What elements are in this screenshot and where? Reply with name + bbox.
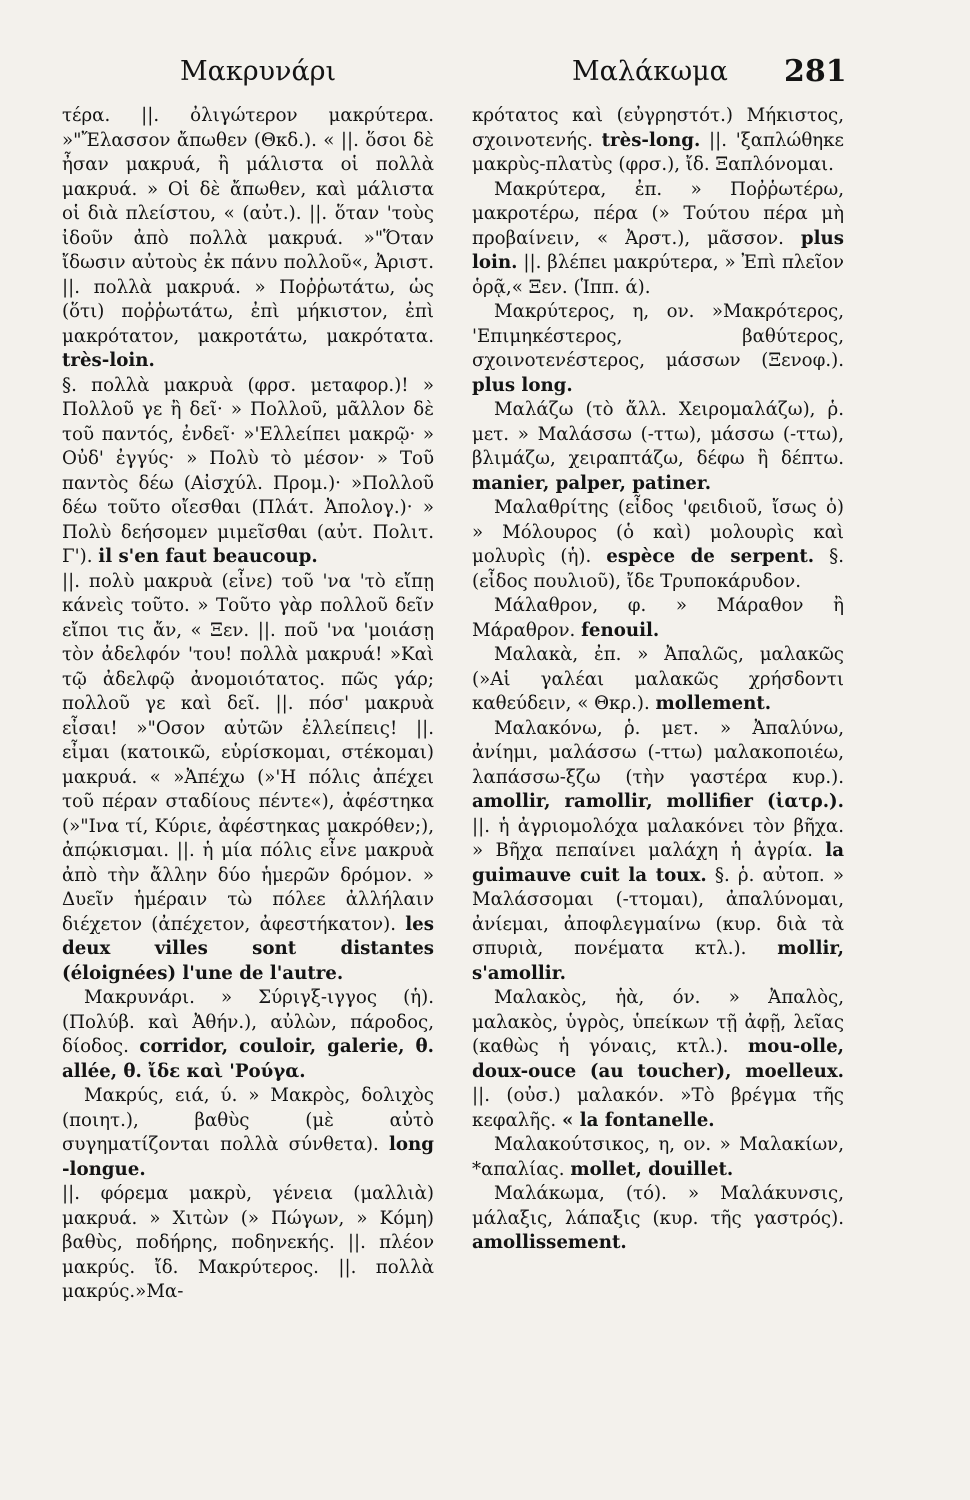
- entry-block: [62, 570, 434, 987]
- french-gloss: amollir, ramollir, mollifier (ἰατρ.).: [472, 791, 844, 812]
- entry-block: [62, 1182, 434, 1305]
- greek-text: Μακρύτερα, ἐπ. » Ποῤῥωτέρω, μακροτέρω, πέρα (» Τούτου πέρα μὴ προβαίνειν, « Ἀρστ.), μᾶσσον.: [472, 178, 844, 249]
- greek-text: ||. πολὺ μακρυὰ (εἶνε) τοῦ 'να 'τὸ εἴπῃ κάνεὶς τοῦτο. » Τοῦτο γὰρ πολλοῦ δεῖν εἴποι τις ἄν, « Ξεν. ||. ποῦ 'να 'μοιάσῃ τὸν ἀδελφόν 'του! πολλὰ μακρυά! »Καὶ τῷ ἀδελφῷ ἀνομοιότατος. πῶς γάρ; πολλοῦ γε καὶ δεῖ. ||. πόσ' μακρυὰ εἶσαι! »"Οσον αὐτῶν ἐλλείπεις! ||. εἶμαι (κατοικῶ, εὑρίσκομαι, στέκομαι) μακρυά. « »Ἀπέχω (»'Η πόλις ἀπέχει τοῦ πέραν σταδίους πέντε«), ἀφέστηκα (»"Ινα τί, Κύριε, ἀφέστηκας μακρόθεν;), ἀπῴκισμαι. ||. ἡ μία πόλις εἶνε μακρυὰ ἀπὸ τὴν ἄλλην δύο ἡμερῶν δρόμον. » Δυεῖν ἡμέραιν τὼ πόλεε ἀλλήλαιν διέχετον (ἀπέχετον, ἀφεστήκατον).: [62, 570, 434, 935]
- greek-text: Μαλακούτσικος, η, ον. » Μαλακίων, *απαλίας.: [472, 1134, 844, 1180]
- french-gloss: mou-olle, doux-ouce (au toucher), moelleux.: [472, 1036, 844, 1082]
- greek-text: Μακρύτερος, η, ον. »Μακρότερος, 'Επιμηκέστερος, βαθύτερος, σχοινοτενέστερος, μάσσων (Ξενοφ.).: [472, 301, 844, 371]
- greek-text: κρότατος καὶ (εὐγρηστότ.) Μήκιστος, σχοινοτενής.: [472, 105, 844, 151]
- entry-block: [62, 986, 434, 1084]
- entry-block: [472, 643, 844, 717]
- greek-text: ||. φόρεμα μακρὺ, γένεια (μαλλιὰ) μακρυά. » Χιτὼν (» Πώγων, » Κόμη) βαθὺς, ποδήρης, ποδηνεκής. ||. πλέον μακρύς. ἴδ. Μακρύτερος. ||. πολλὰ μακρύς.»Μα-: [62, 1183, 434, 1302]
- entry-block: [472, 986, 844, 1133]
- entry-block: [472, 300, 844, 398]
- entry-block: [62, 374, 434, 570]
- french-gloss: manier, palper, patiner.: [472, 472, 712, 494]
- french-gloss: les deux villes sont distantes (éloignées) l'une de l'autre.: [62, 913, 434, 984]
- entry-block: [472, 1182, 844, 1256]
- greek-text: §. πολλὰ μακρυὰ (φρσ. μεταφορ.)! » Πολλοῦ γε ἢ δεῖ· » Πολλοῦ, μᾶλλον δὲ τοῦ παντός, ἐνδεῖ· »'Ελλείπει μακρῷ· » Οὐδ' ἐγγύς· » Πολὺ τὸ μέσον· » Τοῦ παντὸς δέω (Αἰσχύλ. Προμ.)· »Πολλοῦ δέω τοῦτο οἴεσθαι (Πλάτ. Ἀπολογ.)· » Πολὺ δεήσομεν μιμεῖσθαι (αὐτ. Πολιτ. Γ').: [62, 374, 434, 567]
- entry-block: [472, 178, 844, 301]
- greek-text: Μακρύς, ειά, ύ. » Μακρὸς, δολιχὸς (ποιητ.), βαθὺς (μὲ αὐτὸ συγηματίζονται πολλὰ σύνθετα).: [62, 1085, 434, 1155]
- greek-text: ||. 'ξαπλώθηκε μακρὺς-πλατὺς (φρσ.), ἴδ. Ξαπλόνομαι.: [472, 129, 844, 175]
- french-gloss: plus long.: [472, 374, 573, 396]
- greek-text: Μάλαθρον, φ. » Μάραθον ἢ Μάραθρον.: [472, 595, 844, 641]
- french-gloss: il s'en faut beaucoup.: [98, 546, 318, 567]
- entry-block: [472, 594, 844, 643]
- page-number: 281: [784, 54, 847, 89]
- greek-text: §. ῥ. αὐτοπ. » Μαλάσσομαι (-ττομαι), ἀπαλύνομαι, ἀνίεμαι, ἀποφλεγμαίνω (κυρ. διὰ τὰ σπυριὰ, πονέματα κτλ.).: [472, 864, 844, 959]
- header-right-word: Μαλάκωμα: [572, 56, 728, 87]
- french-gloss: mollement.: [655, 693, 772, 714]
- entry-block: [62, 1084, 434, 1182]
- greek-text: Μακρυνάρι. » Σύριγξ-ιγγος (ἡ). (Πολύβ. καὶ Ἀθήν.), αὐλὼν, πάροδος, δίοδος.: [62, 987, 434, 1057]
- french-gloss: long -longue.: [62, 1134, 434, 1180]
- french-gloss: amollissement.: [472, 1232, 627, 1253]
- entry-block: [472, 496, 844, 594]
- entry-block: [472, 717, 844, 987]
- header-left-word: Μακρυνάρι: [180, 56, 337, 87]
- french-gloss: corridor, couloir, galerie, θ. allée, θ. ἴδε καὶ 'Ρούγα.: [62, 1036, 434, 1082]
- entry-block: [472, 104, 844, 178]
- french-gloss: très-long.: [601, 129, 701, 151]
- greek-text: ||. ἡ ἀγριομολόχα μαλακόνει τὸν βῆχα. » Βῆχα πεπαίνει μαλάχη ἡ ἀγρία.: [472, 815, 844, 861]
- french-gloss: plus loin.: [472, 227, 844, 273]
- right-column: [472, 104, 844, 1256]
- french-gloss: la guimauve cuit la toux.: [472, 840, 844, 886]
- greek-text: ||. βλέπει μακρύτερα, » Ἐπὶ πλεῖον ὁρᾷ,« Ξεν. (Ἱππ. ά).: [472, 252, 844, 298]
- french-gloss: très-loin.: [62, 350, 155, 371]
- french-gloss: fenouil.: [581, 619, 660, 641]
- entry-block: [62, 104, 434, 374]
- entry-block: [472, 398, 844, 496]
- greek-text: Μαλακόνω, ῥ. μετ. » Ἀπαλύνω, ἀνίημι, μαλάσσω (-ττω) μαλακοποιέω, λαπάσσω-ξζω (τὴν γαστέρα κυρ.).: [472, 717, 844, 788]
- greek-text: τέρα. ||. ὀλιγώτερον μακρύτερα. »"Ἔλασσον ἄπωθεν (Θκδ.). « ||. ὅσοι δὲ ἦσαν μακρυά, ἢ μάλιστα οἱ πολλὰ μακρυά. » Οἱ δὲ ἄπωθεν, καὶ μάλιστα οἱ διὰ πλείστου, « (αὐτ.). ||. ὅταν 'τοὺς ἰδοῦν ἀπὸ πολλὰ μακρυά. »"Ὅταν ἴδωσιν αὐτοὺς ἐκ πάνυ πολλοῦ«, Ἀριστ. ||. πολλὰ μακρυά. » Ποῤῥωτάτω, ὡς (ὅτι) ποῤῥωτάτω, ἐπὶ μήκιστον, ἐπὶ μακρότατον, μακροτάτω, μακρότατα.: [62, 105, 434, 347]
- french-gloss: « la fontanelle.: [562, 1109, 715, 1131]
- greek-text: Μαλακὰ, ἐπ. » Ἀπαλῶς, μαλακῶς (»Αἱ γαλέαι μαλακῶς χρήσδοντι καθεύδειν, « Θκρ.).: [472, 644, 844, 714]
- entry-block: [472, 1133, 844, 1182]
- greek-text: Μαλάζω (τὸ ἄλλ. Χειρομαλάζω), ῥ. μετ. » Μαλάσσω (-ττω), μάσσω (-ττω), βλιμάζω, χειραπτάζω, δέφω ἢ δέπτω.: [472, 399, 844, 469]
- greek-text: Μαλάκωμα, (τό). » Μαλάκυνσις, μάλαξις, λάπαξις (κυρ. τῆς γαστρός).: [472, 1183, 844, 1229]
- greek-text: Μαλακὸς, ἡὰ, όν. » Ἀπαλὸς, μαλακὸς, ὑγρὸς, ὑπείκων τῇ ἀφῇ, λεῖας (καθὼς ἡ γόναις, κτλ.).: [472, 987, 844, 1057]
- french-gloss: espèce de serpent.: [606, 546, 815, 567]
- greek-text: Μαλαθρίτης (εἶδος 'φειδιοῦ, ἴσως ὁ) » Μόλουρος (ὁ καὶ) μολουρὶς καὶ μολυρὶς (ἡ).: [472, 497, 844, 567]
- french-gloss: mollet, douillet.: [570, 1158, 734, 1180]
- left-column: [62, 104, 434, 1305]
- french-gloss: mollir, s'amollir.: [472, 938, 844, 984]
- greek-text: ||. (οὐσ.) μαλακόν. »Τὸ βρέγμα τῆς κεφαλῆς.: [472, 1085, 844, 1131]
- greek-text: §. (εἶδος πουλιοῦ), ἴδε Τρυποκάρυδον.: [472, 546, 844, 592]
